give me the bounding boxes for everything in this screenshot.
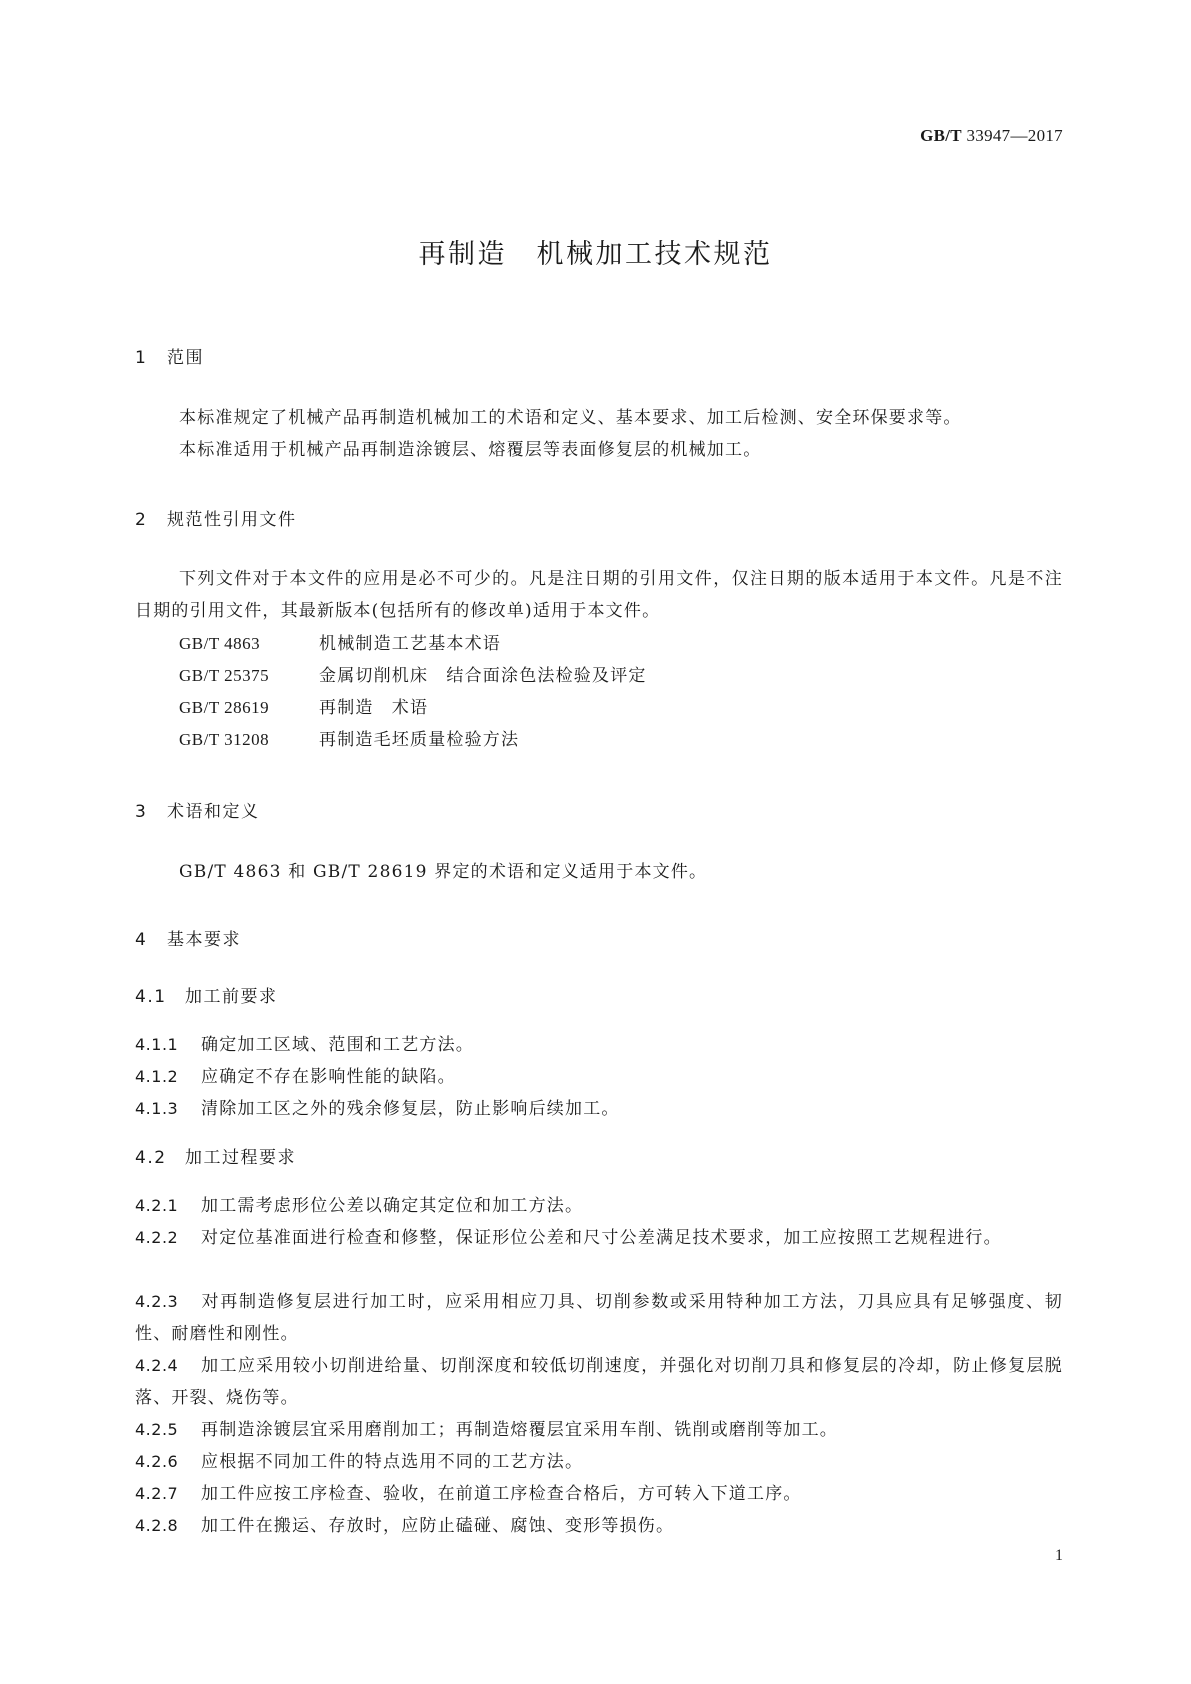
standard-code-prefix: GB/T bbox=[920, 126, 962, 145]
clause-text: 加工应采用较小切削进给量、切削深度和较低切削速度，并强化对切削刀具和修复层的冷却，防止修复层脱落、开裂、烧伤等。 bbox=[135, 1356, 1063, 1408]
clause-text: 对定位基准面进行检查和修整，保证形位公差和尺寸公差满足技术要求，加工应按照工艺规程进行。 bbox=[201, 1228, 1002, 1248]
clause-item bbox=[135, 1414, 1063, 1446]
clause-number: 4.2.5 bbox=[135, 1420, 179, 1439]
clause-number: 4.2.6 bbox=[135, 1452, 179, 1471]
clause-item bbox=[135, 1478, 1063, 1510]
subsection-number: 4.2 bbox=[135, 1148, 167, 1168]
section-1-heading bbox=[135, 343, 1063, 368]
clause-item bbox=[135, 1190, 1063, 1222]
reference-title: 机械制造工艺基本术语 bbox=[319, 634, 501, 654]
subsection-4-2-heading bbox=[135, 1143, 1063, 1168]
section-title: 基本要求 bbox=[167, 930, 241, 950]
reference-item bbox=[135, 692, 1107, 724]
clause-text: 应根据不同加工件的特点选用不同的工艺方法。 bbox=[201, 1452, 584, 1472]
clause-text: 加工件应按工序检查、验收，在前道工序检查合格后，方可转入下道工序。 bbox=[201, 1484, 802, 1504]
standard-code-number: 33947—2017 bbox=[961, 126, 1063, 145]
clause-text: 对再制造修复层进行加工时，应采用相应刀具、切削参数或采用特种加工方法，刀具应具有足够强度、韧性、耐磨性和刚性。 bbox=[135, 1292, 1063, 1344]
reference-title: 金属切削机床 结合面涂色法检验及评定 bbox=[319, 666, 647, 686]
clause-number: 4.2.2 bbox=[135, 1228, 179, 1247]
reference-title: 再制造毛坯质量检验方法 bbox=[319, 730, 520, 750]
section-number: 1 bbox=[135, 348, 148, 368]
clause-number: 4.2.8 bbox=[135, 1516, 179, 1535]
subsection-title: 加工前要求 bbox=[185, 987, 278, 1007]
reference-code: GB/T 4863 bbox=[179, 634, 261, 653]
clause-item bbox=[135, 1029, 1063, 1061]
clause-text: 应确定不存在影响性能的缺陷。 bbox=[201, 1067, 456, 1087]
subsection-title: 加工过程要求 bbox=[185, 1148, 296, 1168]
clause-item bbox=[135, 1350, 1063, 1414]
clause-number: 4.1.3 bbox=[135, 1099, 179, 1118]
clause-item bbox=[135, 1286, 1063, 1350]
clause-number: 4.1.2 bbox=[135, 1067, 179, 1086]
subsection-4-1-heading bbox=[135, 982, 1063, 1007]
reference-code: GB/T 31208 bbox=[179, 730, 270, 749]
clause-number: 4.2.1 bbox=[135, 1196, 179, 1215]
section-number: 3 bbox=[135, 802, 148, 822]
clause-item bbox=[135, 1446, 1063, 1478]
paragraph: 本标准规定了机械产品再制造机械加工的术语和定义、基本要求、加工后检测、安全环保要求等。 bbox=[179, 408, 962, 428]
clause-item bbox=[135, 1093, 1063, 1125]
clause-item bbox=[135, 1222, 1063, 1254]
subsection-number: 4.1 bbox=[135, 987, 167, 1007]
page-number: 1 bbox=[1055, 1547, 1063, 1564]
clause-number: 4.2.7 bbox=[135, 1484, 179, 1503]
reference-item bbox=[135, 660, 1107, 692]
page-title: 再制造 机械加工技术规范 bbox=[418, 239, 773, 270]
clause-item bbox=[135, 1061, 1063, 1093]
section-title: 规范性引用文件 bbox=[167, 510, 297, 530]
clause-number: 4.2.4 bbox=[135, 1356, 179, 1375]
clause-text: 加工需考虑形位公差以确定其定位和加工方法。 bbox=[201, 1196, 584, 1216]
clause-text: 再制造涂镀层宜采用磨削加工；再制造熔覆层宜采用车削、铣削或磨削等加工。 bbox=[201, 1420, 838, 1440]
clause-text: 加工件在搬运、存放时，应防止磕碰、腐蚀、变形等损伤。 bbox=[201, 1516, 675, 1536]
reference-title: 再制造 术语 bbox=[319, 698, 429, 718]
section-number: 4 bbox=[135, 930, 148, 950]
paragraph: GB/T 4863 和 GB/T 28619 界定的术语和定义适用于本文件。 bbox=[179, 862, 708, 882]
section-2-heading bbox=[135, 505, 1063, 530]
reference-item bbox=[135, 628, 1107, 660]
clause-text: 清除加工区之外的残余修复层，防止影响后续加工。 bbox=[201, 1099, 620, 1119]
section-3-heading bbox=[135, 797, 1063, 822]
reference-item bbox=[135, 724, 1107, 756]
clause-number: 4.2.3 bbox=[135, 1292, 179, 1311]
section-number: 2 bbox=[135, 510, 148, 530]
clause-number: 4.1.1 bbox=[135, 1035, 179, 1054]
clause-item bbox=[135, 1510, 1063, 1542]
section-title: 术语和定义 bbox=[167, 802, 260, 822]
reference-code: GB/T 28619 bbox=[179, 698, 270, 717]
paragraph: 下列文件对于本文件的应用是必不可少的。凡是注日期的引用文件，仅注日期的版本适用于本文件。凡是不注日期的引用文件，其最新版本(包括所有的修改单)适用于本文件。 bbox=[135, 569, 1063, 621]
paragraph: 本标准适用于机械产品再制造涂镀层、熔覆层等表面修复层的机械加工。 bbox=[179, 440, 762, 460]
section-4-heading bbox=[135, 925, 1063, 950]
clause-text: 确定加工区域、范围和工艺方法。 bbox=[201, 1035, 474, 1055]
reference-code: GB/T 25375 bbox=[179, 666, 270, 685]
section-title: 范围 bbox=[167, 348, 204, 368]
